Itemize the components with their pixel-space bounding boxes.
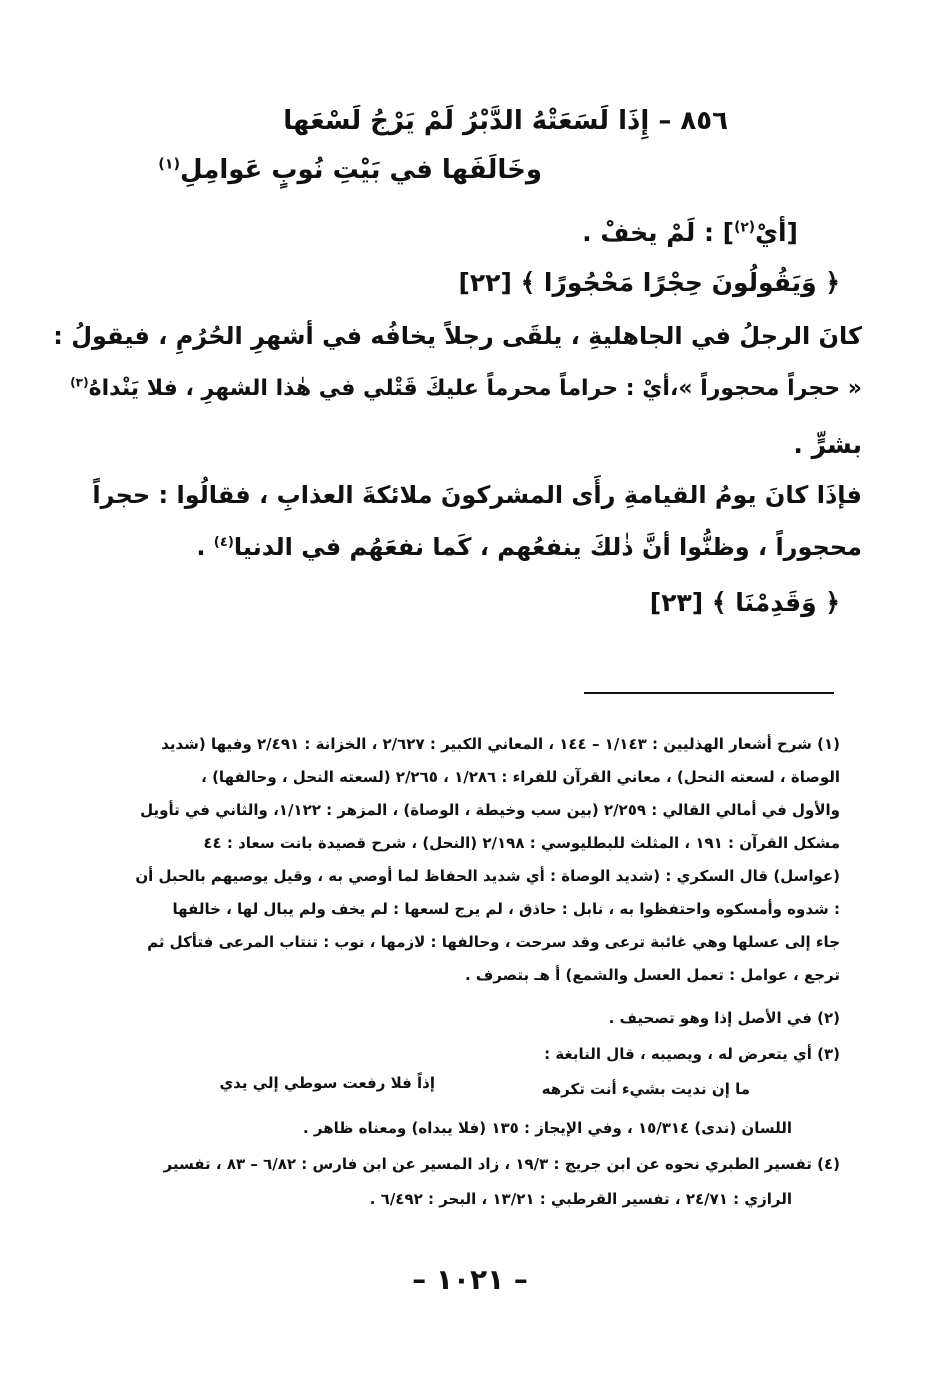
footnote-1-line-3 (140, 801, 840, 819)
footnote-3-line-1-text: (٣) أي يتعرض له ، ويصيبه ، قال النابغة : (544, 1045, 840, 1063)
paragraph-1-line-2-text: « حجراً محجوراً »،أيْ : حراماً محرماً عليكَ قَتْلي في هٰذا الشهرِ ، فلا يَنْداهُ (88, 376, 862, 401)
footnote-1-line-4-text: مشكل القرآن : ١٩١ ، المثلث للبطليوسي : ٢/١٩٨ (النحل) ، شرح قصيدة بانت سعاد : ٤٤ (203, 834, 840, 852)
footnote-1-line-7-text: جاء إلى عسلها وهي غائبة ترعى وقد سرحت ، وحالفها : لازمها ، نوب : تنتاب المرعى فتأكل ثم (147, 933, 840, 951)
footnote-ref-4[interactable]: (٤) (213, 535, 234, 550)
footnote-ref-2[interactable]: (٢) (734, 219, 756, 236)
footnote-1-line-6 (172, 900, 840, 918)
footnote-3-verse-right (542, 1080, 750, 1098)
footnote-1-line-8 (465, 966, 840, 984)
footnote-4-line-1-text: (٤) تفسير الطبري نحوه عن ابن جريج : ١٩/٣ ، زاد المسير عن ابن فارس : ٦/٨٢ – ٨٣ ، تفسير (163, 1155, 840, 1173)
footnote-1-line-5-text: (عواسل) قال السكري : (شديد الوصاة : أي شديد الحفاظ لما أوصي به ، وقيل يوصيهم بالحبل أن (135, 867, 840, 885)
paragraph-1-line-1 (53, 322, 862, 350)
quran-verse-23 (650, 588, 840, 617)
footnote-2 (609, 1009, 840, 1027)
footnote-3-line-1 (544, 1045, 840, 1063)
paragraph-1-line-2 (70, 376, 862, 401)
verse-line-2 (158, 155, 542, 185)
footnote-1-line-2-text: الوصاة ، لسعته النحل) ، معاني القرآن للفراء : ١/٢٨٦ ، ٢/٢٦٥ (لسعته النحل ، وحالفها) ، (201, 768, 840, 786)
footnote-3-verse-right-text: ما إن نديت بشيء أنت تكرهه (541, 1080, 750, 1098)
footnote-1-line-4 (203, 834, 840, 852)
paragraph-2-line-2 (196, 533, 862, 561)
verse-line-1 (283, 106, 728, 136)
footnote-1-line-6-text: : شدوه وأمسكوه واحتفظوا به ، نابل : حاذق ، لم يرج لسعها : لم يخف ولم يبال لها ، خالفها (172, 900, 840, 918)
paragraph-2-line-1-text: فإذَا كانَ يومُ القيامةِ رأَى المشركونَ ملائكةَ العذابِ ، فقالُوا : حجراً (92, 481, 862, 509)
paragraph-2-line-1 (92, 481, 862, 509)
ay-prefix: [أيْ (755, 218, 798, 247)
ay-explanation (582, 218, 798, 247)
footnote-1-line-1 (161, 735, 840, 753)
paragraph-1-line-1-text: كانَ الرجلُ في الجاهليةِ ، يلقَى رجلاً يخافُه في أشهرِ الحُرُمِ ، فيقولُ : (53, 322, 862, 350)
paragraph-2-line-2-text: محجوراً ، وظنُّوا أنَّ ذٰلكَ ينفعُهم ، كَما نفعَهُم في الدنيا (233, 533, 862, 561)
footnote-ref-1[interactable]: (١) (158, 156, 181, 173)
quran-verse-22-text: ﴿ وَيَقُولُونَ حِجْرًا مَحْجُورًا ﴾ [٢٢] (458, 268, 840, 297)
paragraph-2-line-2-end: . (196, 533, 214, 561)
ay-suffix: ] : لَمْ يخفْ . (582, 218, 735, 247)
footnote-2-text: (٢) في الأصل إذا وهو تصحيف . (608, 1009, 840, 1027)
paragraph-1-line-3-text: بشرٍّ . (793, 430, 862, 459)
footnote-3-line-3 (303, 1119, 792, 1137)
footnote-separator (584, 692, 834, 694)
footnote-1-line-8-text: ترجع ، عوامل : تعمل العسل والشمع) أ هـ بتصرف . (464, 966, 840, 984)
footnote-1-line-7 (147, 933, 840, 951)
footnote-1-line-1-text: (١) شرح أشعار الهذليين : ١/١٤٣ – ١٤٤ ، المعاني الكبير : ٢/٦٢٧ ، الخزانة : ٢/٤٩١ وفيها (شديد (161, 735, 840, 753)
footnote-4-line-2-text: الرازي : ٢٤/٧١ ، تفسير القرطبي : ١٣/٢١ ، البحر : ٦/٤٩٢ . (369, 1190, 792, 1208)
verse-line-1-text: ٨٥٦ – إِذَا لَسَعَتْهُ الدَّبْرُ لَمْ يَرْجُ لَسْعَها (283, 106, 728, 136)
page-number: – ١٠٢١ – (412, 1263, 528, 1296)
paragraph-1-line-3 (793, 430, 862, 459)
footnote-3-verse-left-text: إذاً فلا رفعت سوطي إلي يدي (219, 1074, 435, 1092)
footnote-4-line-2 (370, 1190, 792, 1208)
footnote-4-line-1 (164, 1155, 840, 1173)
footnote-1-line-5 (135, 867, 840, 885)
quran-verse-22 (458, 268, 840, 297)
footnote-3-verse-left (219, 1074, 435, 1092)
footnote-1-line-2 (201, 768, 840, 786)
verse-line-2-text: وخَالَفَها في بَيْتِ نُوبٍ عَوامِلِ (180, 155, 542, 185)
footnote-1-line-3-text: والأول في أمالي القالي : ٢/٢٥٩ (بين سب وخيطة ، الوصاة) ، المزهر : ١/١٢٢، والثاني في تأويل (140, 801, 840, 819)
footnote-ref-3[interactable]: (٣) (70, 375, 89, 390)
quran-verse-23-text: ﴿ وَقَدِمْنَا ﴾ [٢٣] (649, 588, 840, 617)
footnote-3-line-3-text: اللسان (ندى) ١٥/٣١٤ ، وفي الإيجاز : ١٣٥ (فلا يبداه) ومعناه ظاهر . (302, 1119, 792, 1137)
